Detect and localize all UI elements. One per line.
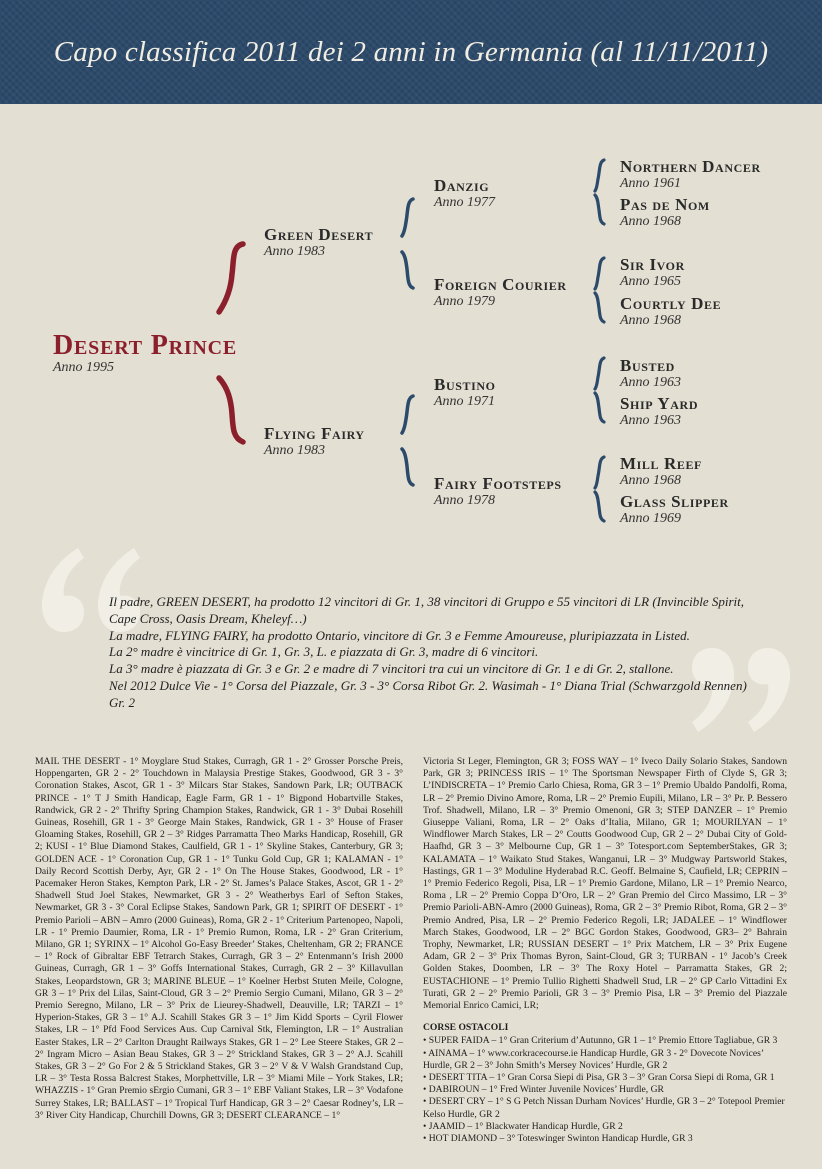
great-grandparent-name: Pas de Nom — [620, 195, 710, 214]
list-item: • DESERT TITA – 1° Gran Corsa Siepi di Pisa, GR 3 – 3° Gran Corsa Siepi di Roma, GR 1 — [423, 1072, 775, 1084]
results-text: MAIL THE DESERT - 1° Moyglare Stud Stakes, Curragh, GR 1 - 2° Grosser Porsche Preis, Hoppengarten, GR 2 - 2° Touchdown in Malaysia Prestige Stakes, Goodwood, GR 3 - 3° Coronation Stakes, Ascot, GR 1 - 3° Milcars Star Stakes, Sandown Park, LR; OUTBACK PRINCE - 1° T J Smith Handicap, Eagle Farm, GR 1 - 1° Bigpond Hobartville Stakes, Randwick, GR 2 - 2° Thrifty Spring Champion Stakes, Randwick, GR 1 - 3° Dubai Rosehill Guineas, Rosehill, GR 1 - 3° George Main Stakes, Randwick, GR 1 - 3° House of Fraser Gloaming Stakes, Rosehill, GR 2 – 3° Ridges Parramatta Theo Marks Handicap, Rosehill, GR 2; KUSI - 1° Blue Diamond Stakes, Caulfield, GR 1 - 1° Skyline Stakes, Canterbury, GR 3; GOLDEN ACE - 1° Coronation Cup, GR 1 - 1° Tunku Gold Cup, GR 1; KALAMAN - 1° Daily Record Scottish Derby, Ayr, GR 2 - 1° On The House Stakes, Goodwood, LR - 1° Pacemaker Heron Stakes, Kempton Park, LR - 2° St. James’s Palace Stakes, Ascot, GR 1 - 2° Shadwell Stud Joel Stakes, Newmarket, GR 3 - 2° Weatherbys Earl of Sefton Stakes, Newmarket, GR 3 - 3° Coral Eclipse Stakes, Sandown Park, GR 1; SPIRIT OF DESERT - 1° Premio Parioli – ABN – Amro (2000 Guineas), Roma, GR 2 - 1° Criterium Partenopeo, Napoli, LR - 1° Premio Daumier, Roma, LR - 1° Premio Rumon, Roma, LR - 2° Gran Criterium, Milano, GR 1; SYRINX – 1° Alcohol Go-Easy Breeder’ Stakes, Cheltenham, GR 2; FRANCE – 1° Rock of Gibraltar EBF Tetrarch Stakes, Curragh, GR 3 – 2° Entenmann’s Irish 2000 Guineas, Curragh, GR 1 – 3° Goffs International Stakes, Curragh, GR 2 – 3° Killavullan Stakes, Leopardstown, GR 3; MARINE BLEUE – 1° Koelner Herbst Stuten Meile, Cologne, GR 3 – 1° Prix del Lilas, Saint-Cloud, GR 3 – 2° Premio Sergio Cumani, Milano, GR 3 – 2° Premio Seregno, Milano, LR – 3° Prix de Lieurey-Shadwell, Deauville, LR; TARZI – 1° Hyperion-Stakes, GR 3 – 1° A.J. Scahill Stakes GR 3 – 1° Jim Kidd Sports – Cyril Flower Stakes, LR – 1° Pfd Food Services Aus. Cup Carnival Stk, Flemington, LR – 1° Australian Easter Stakes, LR – 2° Carlton Draught Railways Stakes, GR 1 – 2° Lee Steere Stakes, GR 2 – 2° Ingram Micro – Asian Beau Stakes, GR 3 – 2° Strickland Stakes, GR 3 – 2° A.J. Scahill Stakes, GR 3 – 2° Go For 2 & 5 Strickland Stakes, GR 3 – 2° V & V Walsh Grandstand Cup, LR – 3° Testa Rossa Balcrest Stakes, Morphettville, LR – 3° Miami Mile – York Stakes, LR; WHAZZIS - 1° Gran Premio sErgio Cumani, GR 3 – 1° EBF Valiant Stakes, LR – 3° Vodafone Surrey Stakes, LR; BALLAST – 1° Tropical Turf Handicap, GR 3 – 2° Caesar Rodney’s, LR – 3° River City Handicap, Churchill Downs, GR 3; DESERT CLEARANCE – 1° — [35, 756, 403, 1121]
grandparent-name: Fairy Footsteps — [434, 474, 562, 493]
notes-line: La 2° madre è vincitrice di Gr. 1, Gr. 3, L. e piazzata di Gr. 3, madre di 6 vincitori. — [109, 644, 539, 660]
notes-line: Il padre, GREEN DESERT, ha prodotto 12 vincitori di Gr. 1, 38 vincitori di Gruppo e 55 vincitori di LR (Invincible Spirit, Cape Cross, Oasis Dream, Kheleyf…) — [109, 594, 745, 626]
grandparent-name: Bustino — [434, 375, 496, 394]
pedigree-great-grandparent — [620, 493, 729, 526]
pedigree-grandparent — [434, 177, 495, 210]
great-grandparent-name: Northern Dancer — [620, 157, 761, 176]
pedigree-great-grandparent — [620, 455, 702, 488]
great-grandparent-year: Anno 1969 — [620, 511, 682, 526]
great-grandparent-name: Busted — [620, 356, 675, 375]
notes-line: Nel 2012 Dulce Vie - 1° Corsa del Piazzale, Gr. 3 - 3° Corsa Ribot Gr. 2. Wasimah - 1° Diana Trial (Schwarzgold Rennen) Gr. 2 — [109, 677, 747, 710]
header-banner — [0, 0, 822, 104]
pedigree-great-grandparent — [620, 395, 698, 428]
great-grandparent-name: Ship Yard — [620, 394, 699, 413]
sire-year: Anno 1983 — [264, 244, 326, 259]
great-grandparent-name: Courtly Dee — [620, 294, 722, 313]
page-title: Capo classifica 2011 dei 2 anni in Germania (al 11/11/2011) — [53, 36, 769, 68]
great-grandparent-year: Anno 1968 — [620, 214, 682, 229]
blue-brace-small — [591, 390, 609, 424]
sire-name: Green Desert — [264, 225, 374, 244]
pedigree-grandparent — [434, 376, 496, 409]
pedigree-great-grandparent — [620, 196, 710, 229]
blue-brace-small — [591, 192, 609, 226]
great-grandparent-name: Mill Reef — [620, 454, 702, 473]
great-grandparent-year: Anno 1968 — [620, 473, 682, 488]
list-item: • DESERT CRY – 1° S G Petch Nissan Durham Novices’ Hurdle, GR 3 – 2° Totepool Premier Kelso Hurdle, GR 2 — [423, 1096, 785, 1120]
ostacoli-heading: CORSE OSTACOLI — [423, 1022, 509, 1034]
blue-brace-small — [591, 290, 609, 324]
list-item: • SUPER FAIDA – 1° Gran Criterium d’Autunno, GR 1 – 1° Premio Ettore Tagliabue, GR 3 — [423, 1035, 778, 1047]
blue-brace — [398, 196, 418, 238]
red-brace-lower — [215, 374, 249, 446]
blue-brace-small — [591, 454, 609, 490]
notes-line: La 3° madre è piazzata di Gr. 3 e Gr. 2 e madre di 7 vincitori tra cui un vincitore di Gr. 1 e di Gr. 2, stallone. — [109, 661, 674, 677]
ostacoli-list — [423, 1035, 787, 1145]
blue-brace — [398, 249, 418, 291]
dam-year: Anno 1983 — [264, 443, 326, 458]
list-item: • HOT DIAMOND – 3° Toteswinger Swinton Handicap Hurdle, GR 3 — [423, 1133, 693, 1145]
pedigree-grandparent — [434, 475, 562, 508]
great-grandparent-year: Anno 1963 — [620, 375, 682, 390]
pedigree-grandparent — [434, 276, 567, 309]
blue-brace-small — [591, 355, 609, 391]
blue-brace — [398, 393, 418, 435]
great-grandparent-year: Anno 1961 — [620, 176, 682, 191]
great-grandparent-name: Sir Ivor — [620, 255, 685, 274]
great-grandparent-year: Anno 1965 — [620, 274, 682, 289]
results-left-column — [35, 756, 403, 1122]
grandparent-name: Danzig — [434, 176, 490, 195]
blue-brace-small — [591, 157, 609, 193]
grandparent-year: Anno 1971 — [434, 394, 496, 409]
red-brace-upper — [215, 240, 249, 316]
pedigree-great-grandparent — [620, 158, 761, 191]
blue-brace-small — [591, 255, 609, 291]
notes-line: La madre, FLYING FAIRY, ha prodotto Ontario, vincitore di Gr. 3 e Femme Amoureuse, pluripiazzata in Listed. — [109, 627, 690, 643]
blue-brace-small — [591, 489, 609, 523]
results-right-column — [423, 756, 787, 1145]
great-grandparent-year: Anno 1968 — [620, 313, 682, 328]
results-text: Victoria St Leger, Flemington, GR 3; FOSS WAY – 1° Iveco Daily Solario Stakes, Sandown Park, GR 3; PRINCESS IRIS – 1° The Sportsman Newspaper Firth of Clyde S, GR 3; L’INDISCRETA – 1° Premio Carlo Chiesa, Roma, GR 3 – 1° Premio Ubaldo Pandolfi, Roma, LR – 2° Premio Divino Amore, Roma, LR – 2° Premio Eupili, Milano, LR – 3° Pr. P. Bessero Trof. Shadwell, Milano, LR – 3° Premio Omenoni, GR 3; STEP DANZER – 1° Premio Giuseppe Valiani, Roma, LR – 2° Oaks d’Italia, Milano, GR 1; MOURILYAN – 1° Windflower March Stakes, LR – 2° Coutts Goodwood Cup, GR 2 – 2° Dubai City of Gold-Haafhd, GR 3 – 3° Melbourne Cup, GR 1 – 3° Totesport.com SeptemberStakes, GR 3; KALAMATA – 1° Waikato Stud Stakes, Wanganui, LR – 3° Mudgway Partsworld Stakes, Hastings, GR 1 – 3° Moduline Hyderabad R.C. Geoff. Belmaine S, Caufield, LR; CEPRIN – 1° Premio Federico Regoli, Pisa, LR – 1° Premio Gardone, Milano, LR – 1° Premio Nearco, Roma , LR – 2° Premio Coppa D’Oro, LR – 2° Gran Premio del Circo Massimo, LR – 3° Premio Parioli-ABN-Amro (2000 Guineas), Roma, GR 2 – 3° Premio Ribot, Roma, GR 2 – 3° Premio Andred, Pisa, LR – 2° Premio Federico Regoli, LR; JADALEE – 1° Windflower March Stakes, Goodwood, LR – 2° BGC Gordon Stakes, Goodwood, GR3– 2° Bahrain Trophy, Newmarket, LR; RUSSIAN DESERT – 1° Prix Matchem, LR – 3° Prix Eugene Adam, GR 2 – 3° Prix Thomas Byron, Saint-Cloud, GR 3; TURBAN - 1° Jacob’s Creek Golden Stakes, Doomben, LR – 3° The Roxy Hotel – Parramatta Stakes, GR 2; EUSTACHIONE – 1° Premio Tullio Righetti Shadwell Stud, LR – 2° GP Carlo Vittadini Ex Turati, GR 2 – 2° Premio Parioli, GR 3 – 3° Premio Pisa, LR – 3° Premio del Piazzale Memorial Enrico Camici, LR; — [423, 756, 787, 1012]
pedigree-great-grandparent — [620, 357, 681, 390]
grandparent-year: Anno 1977 — [434, 195, 496, 210]
great-grandparent-name: Glass Slipper — [620, 492, 729, 511]
dam-name: Flying Fairy — [264, 424, 365, 443]
grandparent-year: Anno 1979 — [434, 294, 496, 309]
list-item: • DABIROUN – 1° Fred Winter Juvenile Novices’ Hurdle, GR — [423, 1084, 664, 1096]
pedigree-great-grandparent — [620, 256, 685, 289]
pedigree-dam — [264, 425, 365, 458]
root-name: Desert Prince — [53, 330, 238, 361]
pedigree-root — [53, 332, 237, 375]
grandparent-year: Anno 1978 — [434, 493, 496, 508]
great-grandparent-year: Anno 1963 — [620, 413, 682, 428]
grandparent-name: Foreign Courier — [434, 275, 567, 294]
pedigree-great-grandparent — [620, 295, 721, 328]
list-item: • JAAMID – 1° Blackwater Handicap Hurdle, GR 2 — [423, 1120, 623, 1132]
pedigree-notes — [109, 594, 749, 712]
pedigree-sire — [264, 226, 373, 259]
blue-brace — [398, 446, 418, 488]
list-item: • AINAMA – 1° www.corkracecourse.ie Handicap Hurdle, GR 3 - 2° Dovecote Novices’ Hurdle, GR 2 – 3° John Smith’s Mersey Novices’ Hurdle, GR 2 — [423, 1047, 764, 1071]
root-year: Anno 1995 — [53, 360, 115, 375]
